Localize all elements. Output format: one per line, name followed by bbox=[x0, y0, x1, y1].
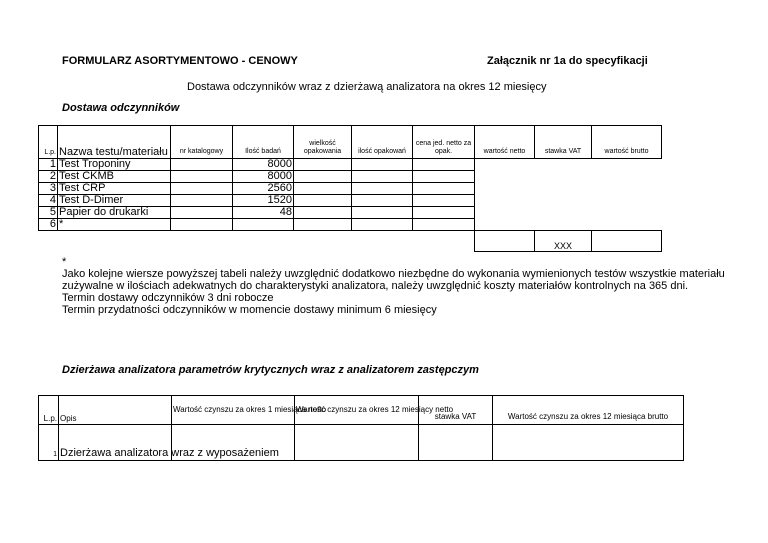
row-net-value bbox=[475, 219, 535, 231]
row-pack-size[interactable] bbox=[294, 195, 352, 207]
row-lp: 6 bbox=[39, 219, 58, 231]
reagents-table bbox=[38, 125, 662, 252]
row-pack-qty[interactable] bbox=[352, 195, 413, 207]
form-subtitle: Dostawa odczynników wraz z dzierżawą analizatora na okres 12 miesięcy bbox=[187, 81, 547, 93]
section-reagents-title: Dostawa odczynników bbox=[62, 102, 180, 114]
row-name: Test CKMB bbox=[58, 171, 171, 183]
section-rental-title: Dzierżawa analizatora parametrów krytycznych wraz z analizatorem zastępczym bbox=[62, 364, 479, 376]
row-unit-price[interactable] bbox=[413, 171, 475, 183]
row-pack-qty[interactable] bbox=[352, 171, 413, 183]
row-net-value bbox=[475, 171, 535, 183]
row-tests bbox=[233, 219, 294, 231]
col-desc: Opis bbox=[59, 396, 172, 425]
row-gross-value bbox=[592, 171, 662, 183]
row-vat bbox=[535, 159, 592, 171]
row-desc: Dzierżawa analizatora wraz z wyposażeniem bbox=[59, 425, 172, 461]
row-tests: 8000 bbox=[233, 159, 294, 171]
row-gross[interactable] bbox=[493, 425, 684, 461]
rental-header-row bbox=[39, 396, 684, 425]
totals-row bbox=[39, 231, 662, 252]
row-name: Papier do drukarki bbox=[58, 207, 171, 219]
row-pack-qty[interactable] bbox=[352, 183, 413, 195]
table-row bbox=[39, 159, 662, 171]
col-unit-price: cena jed. netto za opak. bbox=[413, 126, 475, 159]
row-tests: 1520 bbox=[233, 195, 294, 207]
row-pack-size[interactable] bbox=[294, 159, 352, 171]
row-lp: 1 bbox=[39, 159, 58, 171]
table-row bbox=[39, 207, 662, 219]
row-catalog[interactable] bbox=[171, 171, 233, 183]
col-lp: L.p. bbox=[39, 126, 58, 159]
rental-table bbox=[38, 395, 684, 461]
col-pack-size: wielkość opakowania bbox=[294, 126, 352, 159]
row-vat[interactable] bbox=[419, 425, 493, 461]
row-net-value bbox=[475, 159, 535, 171]
row-unit-price[interactable] bbox=[413, 207, 475, 219]
row-pack-size[interactable] bbox=[294, 171, 352, 183]
col-vat: stawka VAT bbox=[535, 126, 592, 159]
row-gross-value bbox=[592, 207, 662, 219]
col-rent-1: Wartość czynszu za okres 1 miesiąca netto bbox=[172, 396, 295, 425]
total-net-value[interactable] bbox=[475, 231, 535, 252]
table-row bbox=[39, 219, 662, 231]
table-row bbox=[39, 183, 662, 195]
col-name: Nazwa testu/materiału bbox=[58, 126, 171, 159]
row-lp: 3 bbox=[39, 183, 58, 195]
col-tests: Ilość badań bbox=[233, 126, 294, 159]
row-unit-price[interactable] bbox=[413, 219, 475, 231]
reagents-header-row bbox=[39, 126, 662, 159]
row-pack-size[interactable] bbox=[294, 219, 352, 231]
col-vat: stawka VAT bbox=[419, 396, 493, 425]
row-gross-value bbox=[592, 219, 662, 231]
row-pack-size[interactable] bbox=[294, 183, 352, 195]
row-catalog[interactable] bbox=[171, 159, 233, 171]
table-row bbox=[39, 425, 684, 461]
table-row bbox=[39, 195, 662, 207]
row-tests: 48 bbox=[233, 207, 294, 219]
row-lp: 1 bbox=[39, 425, 59, 461]
note-line-3: Termin dostawy odczynników 3 dni robocze bbox=[62, 292, 274, 304]
row-pack-qty[interactable] bbox=[352, 159, 413, 171]
row-catalog[interactable] bbox=[171, 183, 233, 195]
row-vat bbox=[535, 207, 592, 219]
row-tests: 8000 bbox=[233, 171, 294, 183]
row-name: Test Troponiny bbox=[58, 159, 171, 171]
row-gross-value bbox=[592, 159, 662, 171]
row-name: Test CRP bbox=[58, 183, 171, 195]
row-pack-size[interactable] bbox=[294, 207, 352, 219]
row-unit-price[interactable] bbox=[413, 195, 475, 207]
row-gross-value bbox=[592, 195, 662, 207]
col-rent-12: Wartość czynszu za okres 12 miesiący netto bbox=[295, 396, 419, 425]
form-title: FORMULARZ ASORTYMENTOWO - CENOWY bbox=[62, 55, 298, 67]
col-catalog: nr katalogowy bbox=[171, 126, 233, 159]
total-gross-value[interactable] bbox=[592, 231, 662, 252]
row-gross-value bbox=[592, 183, 662, 195]
row-pack-qty[interactable] bbox=[352, 207, 413, 219]
row-vat bbox=[535, 195, 592, 207]
row-catalog[interactable] bbox=[171, 207, 233, 219]
note-asterisk: * bbox=[62, 256, 67, 268]
row-net-value bbox=[475, 195, 535, 207]
row-catalog[interactable] bbox=[171, 219, 233, 231]
row-catalog[interactable] bbox=[171, 195, 233, 207]
col-gross: Wartość czynszu za okres 12 miesiąca brutto bbox=[493, 396, 684, 425]
col-lp: L.p. bbox=[39, 396, 59, 425]
row-vat bbox=[535, 171, 592, 183]
row-tests: 2560 bbox=[233, 183, 294, 195]
row-lp: 2 bbox=[39, 171, 58, 183]
row-lp: 4 bbox=[39, 195, 58, 207]
note-line-4: Termin przydatności odczynników w momencie dostawy minimum 6 miesięcy bbox=[62, 304, 437, 316]
row-rent-12[interactable] bbox=[295, 425, 419, 461]
row-name: * bbox=[58, 219, 171, 231]
row-name: Test D-Dimer bbox=[58, 195, 171, 207]
table-row bbox=[39, 171, 662, 183]
note-line-1: Jako kolejne wiersze powyższej tabeli należy uwzględnić dodatkowo niezbędne do wykonania wymienionych testów wszystkie materiału bbox=[62, 268, 725, 280]
row-unit-price[interactable] bbox=[413, 159, 475, 171]
col-net-value: wartość netto bbox=[475, 126, 535, 159]
row-lp: 5 bbox=[39, 207, 58, 219]
col-gross-value: wartość brutto bbox=[592, 126, 662, 159]
row-pack-qty[interactable] bbox=[352, 219, 413, 231]
row-net-value bbox=[475, 183, 535, 195]
row-unit-price[interactable] bbox=[413, 183, 475, 195]
attachment-label: Załącznik nr 1a do specyfikacji bbox=[487, 55, 648, 67]
col-pack-qty: ilość opakowań bbox=[352, 126, 413, 159]
row-vat bbox=[535, 219, 592, 231]
note-line-2: zużywalne w ilościach adekwatnych do charakterystyki analizatora, należy uwzględnić koszty materiałów kontrolnych na 365 dni. bbox=[62, 280, 689, 292]
row-net-value bbox=[475, 207, 535, 219]
row-vat bbox=[535, 183, 592, 195]
total-vat: XXX bbox=[535, 231, 592, 252]
